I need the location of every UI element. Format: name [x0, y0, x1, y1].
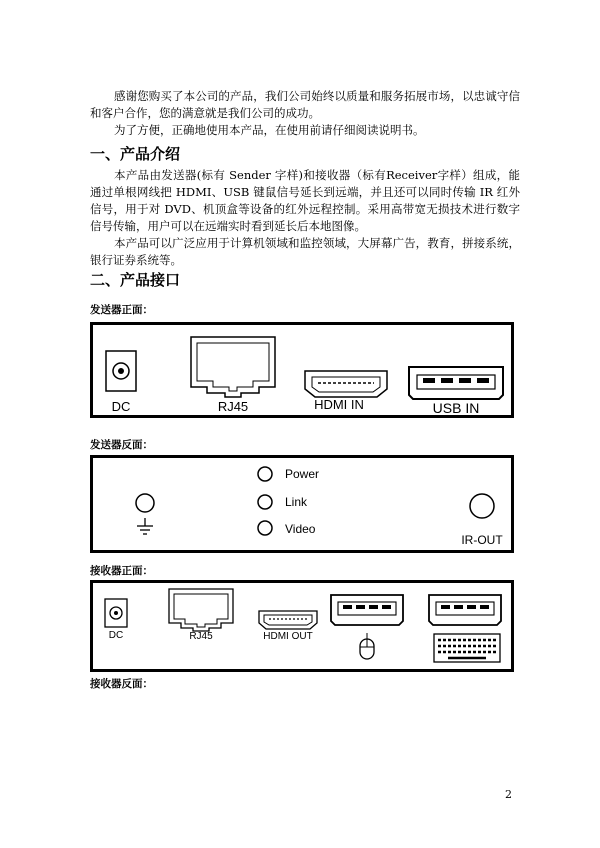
- page-number: 2: [505, 788, 512, 801]
- sender-front-panel: [90, 322, 514, 418]
- section-title-intro: 一、产品介绍: [90, 145, 181, 163]
- receiver-back-label: 接收器反面：: [90, 678, 153, 690]
- usb-keyboard-port-icon: [429, 595, 501, 625]
- hdmi-out-label: HDMI OUT: [263, 631, 313, 642]
- section-title-interfaces: 二、产品接口: [90, 271, 181, 289]
- receiver-front-label: 接收器正面：: [90, 565, 153, 577]
- intro-paragraph-1: 感谢您购买了本公司的产品，我们公司始终以质量和服务拓展市场，以忠诚守信和客户合作，您的满意就是我们公司的成功。: [90, 89, 520, 120]
- usb-port-icon: [409, 367, 503, 399]
- ground-icon: [136, 494, 154, 534]
- usb-mouse-port-icon: [331, 595, 403, 625]
- rj45-port-icon: [191, 337, 275, 397]
- dc-port-icon: [106, 351, 136, 391]
- product-intro-paragraph-2: 本产品可以广泛应用于计算机领域和监控领域，大屏幕广告，教育，拼接系统，银行证券系统等。: [90, 236, 520, 267]
- product-intro-paragraph-1: 本产品由发送器(标有 Sender 字样)和接收器（标有Receiver字样）组成，能通过单根网线把 HDMI、USB 键鼠信号延长到远端，并且还可以同时传输 IR 红外信号，用于对 DVD、机顶盒等设备的红外远程控制。采用高带宽无损技术进行数字信号传输，用户可以在远端实时看到延长后本地图像。: [90, 168, 520, 233]
- video-led-icon: [258, 521, 272, 535]
- mouse-icon: [360, 633, 374, 659]
- sender-back-panel: [90, 455, 514, 553]
- power-led-label: Power: [285, 467, 320, 481]
- hdmi-port-icon: [305, 371, 387, 397]
- link-led-label: Link: [285, 495, 308, 509]
- ir-out-port-icon: [470, 494, 494, 518]
- dc-label: DC: [111, 399, 131, 414]
- power-led-icon: [258, 467, 272, 481]
- dc-label: DC: [108, 630, 124, 641]
- usb-in-label: USB IN: [432, 400, 480, 415]
- receiver-front-panel: [90, 580, 514, 672]
- rj45-port-icon: [169, 589, 233, 631]
- keyboard-icon: [434, 634, 500, 662]
- hdmi-port-icon: [259, 611, 317, 629]
- rj45-label: RJ45: [217, 399, 249, 414]
- sender-front-label: 发送器正面：: [90, 304, 153, 316]
- video-led-label: Video: [285, 522, 316, 536]
- rj45-label: RJ45: [189, 631, 213, 642]
- sender-back-label: 发送器反面：: [90, 439, 153, 451]
- intro-paragraph-2: 为了方便，正确地使用本产品，在使用前请仔细阅读说明书。: [114, 123, 425, 137]
- dc-port-icon: [105, 599, 127, 627]
- ir-out-label: IR-OUT: [461, 533, 503, 547]
- link-led-icon: [258, 495, 272, 509]
- hdmi-in-label: HDMI IN: [314, 397, 364, 412]
